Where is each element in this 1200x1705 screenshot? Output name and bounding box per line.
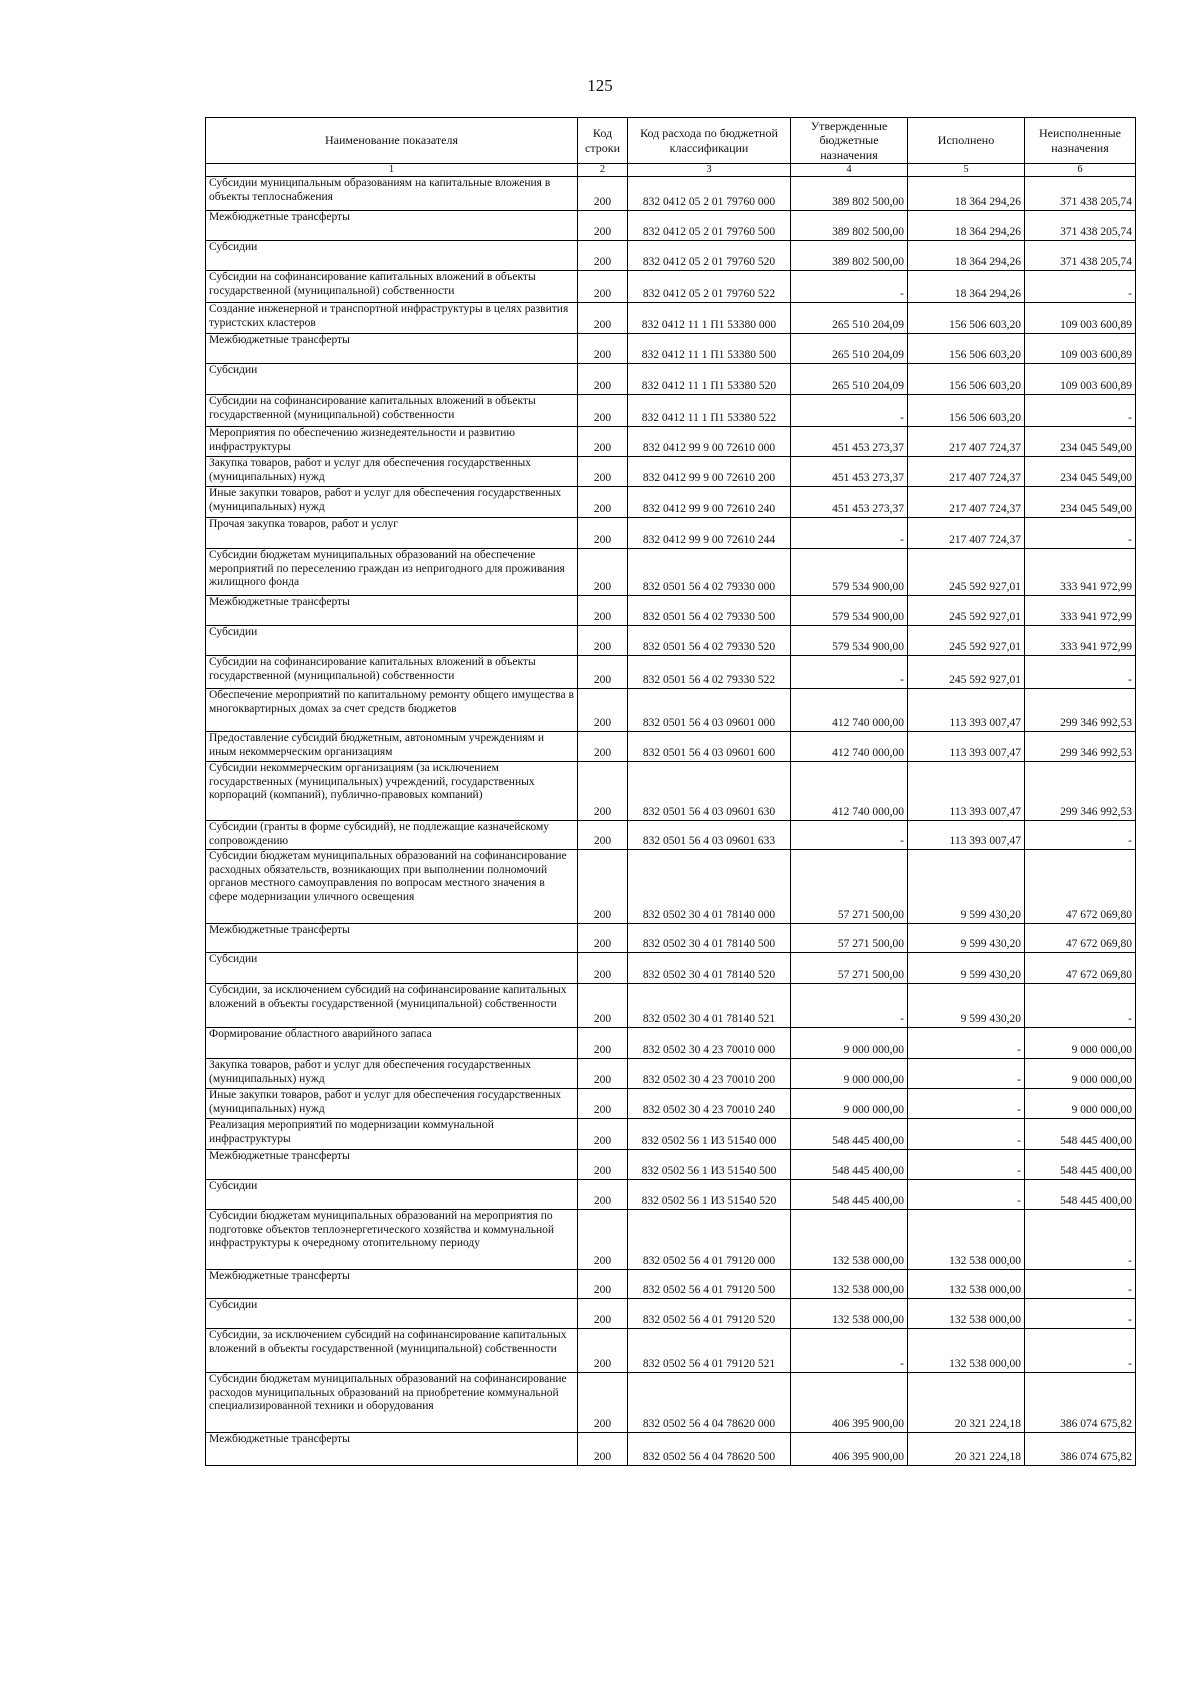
row-code: 200 — [578, 1299, 628, 1329]
row-classification: 832 0502 30 4 23 70010 000 — [628, 1028, 791, 1059]
row-approved: 579 534 900,00 — [791, 626, 908, 656]
row-unexecuted: 333 941 972,99 — [1025, 596, 1136, 626]
row-classification: 832 0412 11 1 П1 53380 520 — [628, 364, 791, 395]
header-code: Код строки — [578, 118, 628, 164]
row-executed: - — [908, 1059, 1025, 1089]
row-unexecuted: 548 445 400,00 — [1025, 1119, 1136, 1150]
row-executed: 9 599 430,20 — [908, 984, 1025, 1028]
table-row — [206, 1329, 1136, 1373]
row-unexecuted: - — [1025, 518, 1136, 549]
row-executed: 9 599 430,20 — [908, 953, 1025, 984]
row-approved: 412 740 000,00 — [791, 689, 908, 732]
row-approved: 451 453 273,37 — [791, 487, 908, 518]
row-name: Межбюджетные трансферты — [206, 924, 578, 953]
row-unexecuted: - — [1025, 821, 1136, 850]
row-unexecuted: 9 000 000,00 — [1025, 1089, 1136, 1119]
row-code: 200 — [578, 821, 628, 850]
row-approved: 57 271 500,00 — [791, 850, 908, 924]
row-classification: 832 0501 56 4 02 79330 500 — [628, 596, 791, 626]
row-classification: 832 0502 56 4 01 79120 500 — [628, 1270, 791, 1299]
row-executed: 18 364 294,26 — [908, 271, 1025, 303]
row-classification: 832 0501 56 4 02 79330 522 — [628, 656, 791, 689]
header-classification: Код расхода по бюджетной классификации — [628, 118, 791, 164]
row-code: 200 — [578, 177, 628, 211]
row-name: Закупка товаров, работ и услуг для обеспечения государственных (муниципальных) нужд — [206, 457, 578, 487]
row-name: Межбюджетные трансферты — [206, 211, 578, 241]
row-name: Иные закупки товаров, работ и услуг для обеспечения государственных (муниципальных) нужд — [206, 1089, 578, 1119]
row-unexecuted: 386 074 675,82 — [1025, 1373, 1136, 1433]
row-unexecuted: 47 672 069,80 — [1025, 953, 1136, 984]
row-name: Субсидии на софинансирование капитальных вложений в объекты государственной (муниципальной) собственности — [206, 656, 578, 689]
row-classification: 832 0412 11 1 П1 53380 500 — [628, 334, 791, 364]
row-executed: 156 506 603,20 — [908, 395, 1025, 427]
row-executed: 18 364 294,26 — [908, 177, 1025, 211]
row-code: 200 — [578, 1119, 628, 1150]
table-row — [206, 850, 1136, 924]
row-unexecuted: 333 941 972,99 — [1025, 549, 1136, 596]
header-executed: Исполнено — [908, 118, 1025, 164]
row-executed: 156 506 603,20 — [908, 334, 1025, 364]
row-executed: 245 592 927,01 — [908, 656, 1025, 689]
row-unexecuted: 333 941 972,99 — [1025, 626, 1136, 656]
row-code: 200 — [578, 732, 628, 762]
row-unexecuted: - — [1025, 656, 1136, 689]
table-row — [206, 821, 1136, 850]
table-row — [206, 1028, 1136, 1059]
row-unexecuted: 548 445 400,00 — [1025, 1150, 1136, 1180]
header-unexecuted: Неисполненные назначения — [1025, 118, 1136, 164]
row-name: Субсидии (гранты в форме субсидий), не подлежащие казначейскому сопровождению — [206, 821, 578, 850]
row-name: Формирование областного аварийного запаса — [206, 1028, 578, 1059]
table-row — [206, 1373, 1136, 1433]
row-name: Межбюджетные трансферты — [206, 1150, 578, 1180]
table-row — [206, 762, 1136, 821]
row-unexecuted: 371 438 205,74 — [1025, 177, 1136, 211]
row-approved: 9 000 000,00 — [791, 1089, 908, 1119]
row-classification: 832 0412 11 1 П1 53380 000 — [628, 303, 791, 334]
row-unexecuted: - — [1025, 1210, 1136, 1270]
row-approved: 132 538 000,00 — [791, 1270, 908, 1299]
row-unexecuted: 109 003 600,89 — [1025, 303, 1136, 334]
row-name: Субсидии, за исключением субсидий на софинансирование капитальных вложений в объекты государственной (муниципальной) собственности — [206, 1329, 578, 1373]
table-row — [206, 1059, 1136, 1089]
row-name: Субсидии бюджетам муниципальных образований на мероприятия по подготовке объектов теплоэнергетического хозяйства и коммунальной инфраструктуры к очередному отопительному периоду — [206, 1210, 578, 1270]
row-unexecuted: 371 438 205,74 — [1025, 241, 1136, 271]
table-row — [206, 1210, 1136, 1270]
row-code: 200 — [578, 1180, 628, 1210]
row-executed: 113 393 007,47 — [908, 821, 1025, 850]
row-code: 200 — [578, 364, 628, 395]
row-executed: 9 599 430,20 — [908, 924, 1025, 953]
row-approved: 389 802 500,00 — [791, 241, 908, 271]
row-name: Обеспечение мероприятий по капитальному ремонту общего имущества в многоквартирных домах за счет средств бюджетов — [206, 689, 578, 732]
table-row — [206, 984, 1136, 1028]
table-row — [206, 271, 1136, 303]
row-approved: - — [791, 395, 908, 427]
row-classification: 832 0502 30 4 01 78140 520 — [628, 953, 791, 984]
row-executed: 245 592 927,01 — [908, 549, 1025, 596]
row-classification: 832 0502 56 1 И3 51540 500 — [628, 1150, 791, 1180]
table-row — [206, 427, 1136, 457]
row-classification: 832 0502 56 4 01 79120 000 — [628, 1210, 791, 1270]
row-classification: 832 0501 56 4 02 79330 000 — [628, 549, 791, 596]
row-name: Субсидии — [206, 953, 578, 984]
table-row — [206, 1299, 1136, 1329]
row-classification: 832 0502 56 4 01 79120 520 — [628, 1299, 791, 1329]
row-executed: - — [908, 1180, 1025, 1210]
table-row — [206, 596, 1136, 626]
header-approved: Утвержденные бюджетные назначения — [791, 118, 908, 164]
row-code: 200 — [578, 656, 628, 689]
table-row — [206, 732, 1136, 762]
row-executed: 9 599 430,20 — [908, 850, 1025, 924]
row-executed: 132 538 000,00 — [908, 1210, 1025, 1270]
row-classification: 832 0501 56 4 03 09601 630 — [628, 762, 791, 821]
row-executed: 245 592 927,01 — [908, 626, 1025, 656]
row-name: Субсидии — [206, 626, 578, 656]
table-row — [206, 1433, 1136, 1466]
row-name: Межбюджетные трансферты — [206, 596, 578, 626]
row-name: Субсидии некоммерческим организациям (за исключением государственных (муниципальных) учреждений, государственных корпораций (компаний), публично-правовых компаний) — [206, 762, 578, 821]
row-classification: 832 0412 05 2 01 79760 520 — [628, 241, 791, 271]
row-unexecuted: 234 045 549,00 — [1025, 487, 1136, 518]
table-row — [206, 177, 1136, 211]
row-classification: 832 0501 56 4 03 09601 600 — [628, 732, 791, 762]
row-code: 200 — [578, 984, 628, 1028]
table-row — [206, 689, 1136, 732]
row-classification: 832 0412 05 2 01 79760 000 — [628, 177, 791, 211]
row-code: 200 — [578, 1059, 628, 1089]
row-name: Субсидии — [206, 364, 578, 395]
row-name: Субсидии — [206, 241, 578, 271]
row-approved: 389 802 500,00 — [791, 211, 908, 241]
column-number: 6 — [1025, 164, 1136, 177]
row-approved: 265 510 204,09 — [791, 364, 908, 395]
header-name: Наименование показателя — [206, 118, 578, 164]
row-executed: 113 393 007,47 — [908, 732, 1025, 762]
row-unexecuted: - — [1025, 271, 1136, 303]
row-name: Субсидии на софинансирование капитальных вложений в объекты государственной (муниципальной) собственности — [206, 271, 578, 303]
row-name: Мероприятия по обеспечению жизнедеятельности и развитию инфраструктуры — [206, 427, 578, 457]
table-row — [206, 626, 1136, 656]
row-executed: - — [908, 1089, 1025, 1119]
row-executed: - — [908, 1119, 1025, 1150]
row-code: 200 — [578, 850, 628, 924]
row-code: 200 — [578, 1329, 628, 1373]
row-classification: 832 0502 56 4 04 78620 500 — [628, 1433, 791, 1466]
row-classification: 832 0501 56 4 03 09601 633 — [628, 821, 791, 850]
row-approved: 265 510 204,09 — [791, 303, 908, 334]
column-number: 4 — [791, 164, 908, 177]
row-approved: 265 510 204,09 — [791, 334, 908, 364]
row-approved: 406 395 900,00 — [791, 1433, 908, 1466]
row-classification: 832 0502 30 4 23 70010 200 — [628, 1059, 791, 1089]
row-code: 200 — [578, 689, 628, 732]
row-code: 200 — [578, 334, 628, 364]
row-executed: 217 407 724,37 — [908, 457, 1025, 487]
row-executed: 132 538 000,00 — [908, 1270, 1025, 1299]
row-approved: 9 000 000,00 — [791, 1059, 908, 1089]
row-executed: - — [908, 1150, 1025, 1180]
row-unexecuted: 299 346 992,53 — [1025, 762, 1136, 821]
row-executed: 132 538 000,00 — [908, 1329, 1025, 1373]
row-unexecuted: - — [1025, 1329, 1136, 1373]
table-header-row — [206, 118, 1136, 164]
row-unexecuted: 299 346 992,53 — [1025, 689, 1136, 732]
row-code: 200 — [578, 1210, 628, 1270]
row-approved: 389 802 500,00 — [791, 177, 908, 211]
row-unexecuted: 234 045 549,00 — [1025, 427, 1136, 457]
row-unexecuted: 548 445 400,00 — [1025, 1180, 1136, 1210]
row-unexecuted: - — [1025, 1299, 1136, 1329]
row-code: 200 — [578, 626, 628, 656]
table-row — [206, 924, 1136, 953]
row-code: 200 — [578, 271, 628, 303]
row-approved: 451 453 273,37 — [791, 427, 908, 457]
row-code: 200 — [578, 518, 628, 549]
table-row — [206, 211, 1136, 241]
table-row — [206, 1180, 1136, 1210]
row-classification: 832 0412 05 2 01 79760 500 — [628, 211, 791, 241]
row-approved: - — [791, 656, 908, 689]
row-executed: 20 321 224,18 — [908, 1373, 1025, 1433]
row-code: 200 — [578, 924, 628, 953]
row-executed: - — [908, 1028, 1025, 1059]
row-approved: 548 445 400,00 — [791, 1150, 908, 1180]
row-unexecuted: 109 003 600,89 — [1025, 364, 1136, 395]
row-name: Субсидии бюджетам муниципальных образований на обеспечение мероприятий по переселению граждан из непригодного для проживания жилищного фонда — [206, 549, 578, 596]
row-classification: 832 0502 56 4 04 78620 000 — [628, 1373, 791, 1433]
row-name: Реализация мероприятий по модернизации коммунальной инфраструктуры — [206, 1119, 578, 1150]
row-unexecuted: 299 346 992,53 — [1025, 732, 1136, 762]
row-code: 200 — [578, 487, 628, 518]
row-code: 200 — [578, 457, 628, 487]
row-unexecuted: 109 003 600,89 — [1025, 334, 1136, 364]
table-body — [206, 177, 1136, 1466]
row-unexecuted: 371 438 205,74 — [1025, 211, 1136, 241]
row-unexecuted: 234 045 549,00 — [1025, 457, 1136, 487]
row-code: 200 — [578, 303, 628, 334]
row-approved: 9 000 000,00 — [791, 1028, 908, 1059]
row-classification: 832 0501 56 4 03 09601 000 — [628, 689, 791, 732]
row-classification: 832 0412 11 1 П1 53380 522 — [628, 395, 791, 427]
row-name: Субсидии — [206, 1299, 578, 1329]
row-classification: 832 0412 99 9 00 72610 240 — [628, 487, 791, 518]
row-executed: 132 538 000,00 — [908, 1299, 1025, 1329]
row-code: 200 — [578, 762, 628, 821]
table-row — [206, 395, 1136, 427]
row-name: Межбюджетные трансферты — [206, 334, 578, 364]
row-approved: 412 740 000,00 — [791, 732, 908, 762]
table-row — [206, 241, 1136, 271]
column-number: 3 — [628, 164, 791, 177]
row-unexecuted: - — [1025, 984, 1136, 1028]
row-approved: 579 534 900,00 — [791, 549, 908, 596]
row-name: Субсидии — [206, 1180, 578, 1210]
table-row — [206, 549, 1136, 596]
row-code: 200 — [578, 1433, 628, 1466]
row-code: 200 — [578, 211, 628, 241]
row-unexecuted: - — [1025, 395, 1136, 427]
row-executed: 113 393 007,47 — [908, 689, 1025, 732]
table-row — [206, 1119, 1136, 1150]
column-number: 2 — [578, 164, 628, 177]
table-row — [206, 1089, 1136, 1119]
row-approved: - — [791, 1329, 908, 1373]
row-unexecuted: 9 000 000,00 — [1025, 1059, 1136, 1089]
row-approved: - — [791, 821, 908, 850]
row-classification: 832 0501 56 4 02 79330 520 — [628, 626, 791, 656]
row-name: Субсидии бюджетам муниципальных образований на софинансирование расходных обязательств, возникающих при выполнении полномочий органов местного самоуправления по вопросам местного значения в сфере модернизации уличного освещения — [206, 850, 578, 924]
row-executed: 217 407 724,37 — [908, 427, 1025, 457]
row-name: Субсидии муниципальным образованиям на капитальные вложения в объекты теплоснабжения — [206, 177, 578, 211]
row-name: Иные закупки товаров, работ и услуг для обеспечения государственных (муниципальных) нужд — [206, 487, 578, 518]
row-approved: 57 271 500,00 — [791, 953, 908, 984]
row-classification: 832 0502 30 4 01 78140 500 — [628, 924, 791, 953]
row-code: 200 — [578, 1150, 628, 1180]
row-classification: 832 0502 56 4 01 79120 521 — [628, 1329, 791, 1373]
row-classification: 832 0502 30 4 01 78140 000 — [628, 850, 791, 924]
row-code: 200 — [578, 1089, 628, 1119]
row-code: 200 — [578, 1270, 628, 1299]
row-classification: 832 0502 30 4 23 70010 240 — [628, 1089, 791, 1119]
row-code: 200 — [578, 1373, 628, 1433]
row-executed: 20 321 224,18 — [908, 1433, 1025, 1466]
column-number-row — [206, 164, 1136, 177]
row-approved: - — [791, 518, 908, 549]
row-classification: 832 0412 99 9 00 72610 200 — [628, 457, 791, 487]
row-approved: - — [791, 271, 908, 303]
table-row — [206, 303, 1136, 334]
table-row — [206, 1270, 1136, 1299]
column-number: 5 — [908, 164, 1025, 177]
row-name: Создание инженерной и транспортной инфраструктуры в целях развития туристских кластеров — [206, 303, 578, 334]
row-approved: 579 534 900,00 — [791, 596, 908, 626]
row-code: 200 — [578, 953, 628, 984]
row-unexecuted: 47 672 069,80 — [1025, 850, 1136, 924]
row-executed: 18 364 294,26 — [908, 211, 1025, 241]
row-classification: 832 0502 30 4 01 78140 521 — [628, 984, 791, 1028]
table-row — [206, 487, 1136, 518]
row-approved: 548 445 400,00 — [791, 1119, 908, 1150]
row-code: 200 — [578, 596, 628, 626]
row-code: 200 — [578, 1028, 628, 1059]
row-name: Межбюджетные трансферты — [206, 1270, 578, 1299]
row-code: 200 — [578, 549, 628, 596]
row-code: 200 — [578, 241, 628, 271]
row-classification: 832 0412 99 9 00 72610 244 — [628, 518, 791, 549]
table-row — [206, 518, 1136, 549]
table-row — [206, 334, 1136, 364]
row-executed: 156 506 603,20 — [908, 364, 1025, 395]
row-approved: - — [791, 984, 908, 1028]
budget-execution-table — [205, 117, 1136, 1466]
table-row — [206, 364, 1136, 395]
row-approved: 406 395 900,00 — [791, 1373, 908, 1433]
row-classification: 832 0412 99 9 00 72610 000 — [628, 427, 791, 457]
page-number: 125 — [587, 76, 613, 95]
row-unexecuted: 47 672 069,80 — [1025, 924, 1136, 953]
row-name: Предоставление субсидий бюджетным, автономным учреждениям и иным некоммерческим организациям — [206, 732, 578, 762]
column-number: 1 — [206, 164, 578, 177]
row-executed: 217 407 724,37 — [908, 487, 1025, 518]
row-name: Субсидии на софинансирование капитальных вложений в объекты государственной (муниципальной) собственности — [206, 395, 578, 427]
row-classification: 832 0502 56 1 И3 51540 520 — [628, 1180, 791, 1210]
table-row — [206, 656, 1136, 689]
row-executed: 217 407 724,37 — [908, 518, 1025, 549]
row-code: 200 — [578, 395, 628, 427]
row-approved: 57 271 500,00 — [791, 924, 908, 953]
table-row — [206, 953, 1136, 984]
row-approved: 451 453 273,37 — [791, 457, 908, 487]
row-classification: 832 0412 05 2 01 79760 522 — [628, 271, 791, 303]
row-approved: 132 538 000,00 — [791, 1210, 908, 1270]
row-unexecuted: 9 000 000,00 — [1025, 1028, 1136, 1059]
row-name: Субсидии бюджетам муниципальных образований на софинансирование расходов муниципальных образований на приобретение коммунальной специализированной техники и оборудования — [206, 1373, 578, 1433]
row-classification: 832 0502 56 1 И3 51540 000 — [628, 1119, 791, 1150]
row-executed: 156 506 603,20 — [908, 303, 1025, 334]
row-approved: 412 740 000,00 — [791, 762, 908, 821]
row-name: Субсидии, за исключением субсидий на софинансирование капитальных вложений в объекты государственной (муниципальной) собственности — [206, 984, 578, 1028]
row-name: Межбюджетные трансферты — [206, 1433, 578, 1466]
row-approved: 132 538 000,00 — [791, 1299, 908, 1329]
row-executed: 18 364 294,26 — [908, 241, 1025, 271]
row-name: Закупка товаров, работ и услуг для обеспечения государственных (муниципальных) нужд — [206, 1059, 578, 1089]
row-approved: 548 445 400,00 — [791, 1180, 908, 1210]
row-executed: 245 592 927,01 — [908, 596, 1025, 626]
row-executed: 113 393 007,47 — [908, 762, 1025, 821]
row-name: Прочая закупка товаров, работ и услуг — [206, 518, 578, 549]
row-code: 200 — [578, 427, 628, 457]
row-unexecuted: - — [1025, 1270, 1136, 1299]
row-unexecuted: 386 074 675,82 — [1025, 1433, 1136, 1466]
table-row — [206, 457, 1136, 487]
table-row — [206, 1150, 1136, 1180]
